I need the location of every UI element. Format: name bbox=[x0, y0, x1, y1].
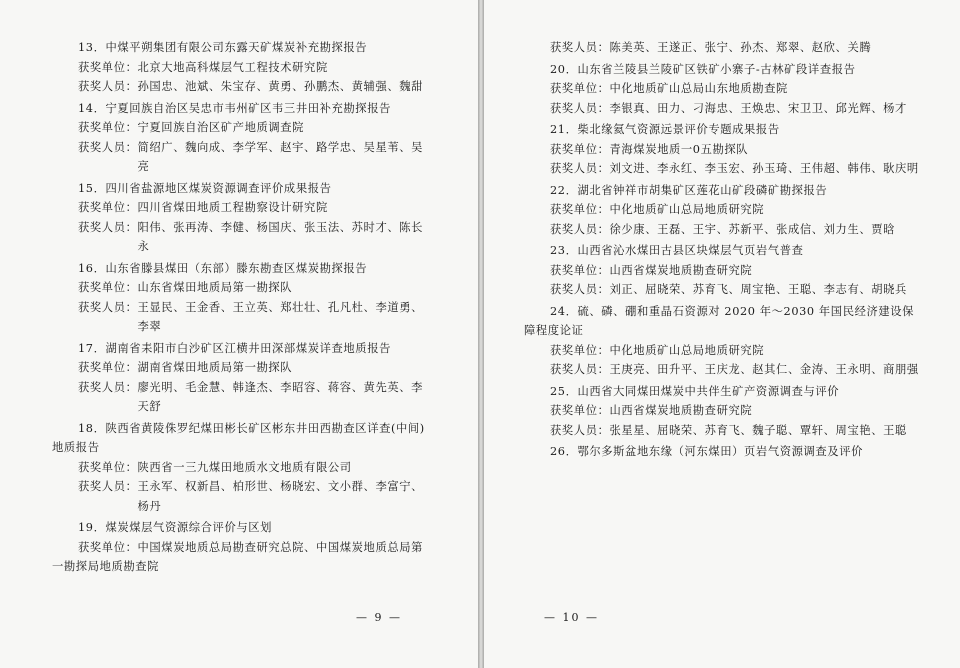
award-entry-19-continued bbox=[524, 38, 920, 58]
entry-title: 21．柴北缘氦气资源远景评价专题成果报告 bbox=[550, 123, 780, 136]
entry-title: 22．湖北省钟祥市胡集矿区莲花山矿段磷矿勘探报告 bbox=[550, 183, 828, 197]
people-label: 获奖人员： bbox=[78, 140, 138, 154]
people-value: 陈美英、王遂正、张宁、孙杰、郑翠、赵欣、关腾 bbox=[609, 41, 872, 54]
people-value: 徐少康、王磊、王宇、苏新平、张成信、刘力生、贾晗 bbox=[609, 222, 896, 236]
award-people-row bbox=[524, 280, 920, 300]
people-label: 获奖人员： bbox=[550, 162, 610, 175]
unit-label: 获奖单位： bbox=[550, 343, 610, 357]
award-people-row bbox=[52, 378, 434, 417]
award-entry-21 bbox=[524, 120, 920, 179]
unit-label: 获奖单位： bbox=[78, 540, 138, 554]
award-unit-row bbox=[524, 79, 920, 99]
unit-value: 北京大地高科煤层气工程技术研究院 bbox=[137, 60, 328, 74]
award-entry-23 bbox=[524, 241, 920, 300]
unit-value: 中化地质矿山总局地质研究院 bbox=[609, 343, 765, 357]
unit-label: 获奖单位： bbox=[78, 460, 138, 474]
award-unit-row bbox=[52, 118, 434, 138]
page-number: — 10 — bbox=[544, 611, 599, 624]
award-people-row bbox=[524, 38, 920, 58]
entry-title: 25．山西省大同煤田煤炭中共伴生矿产资源调查与评价 bbox=[550, 384, 840, 398]
award-entry-16 bbox=[52, 259, 434, 337]
entry-title: 26．鄂尔多斯盆地东缘（河东煤田）页岩气资源调查及评价 bbox=[550, 445, 863, 458]
unit-value: 中国煤炭地质总局勘查研究总院、中国煤炭地质总局第一勘探局地质勘查院 bbox=[52, 540, 424, 573]
award-people-row bbox=[524, 99, 920, 119]
unit-label: 获奖单位： bbox=[78, 60, 138, 74]
unit-value: 湖南省煤田地质局第一勘探队 bbox=[137, 361, 293, 374]
unit-value: 宁夏回族自治区矿产地质调查院 bbox=[137, 121, 305, 134]
entry-title: 20．山东省兰陵县兰陵矿区铁矿小寨子-古林矿段详查报告 bbox=[550, 62, 856, 76]
unit-value: 山西省煤炭地质勘查研究院 bbox=[609, 263, 753, 277]
people-value: 李银真、田力、刁海忠、王焕忠、宋卫卫、邱光辉、杨才 bbox=[609, 101, 907, 115]
entry-title: 16．山东省滕县煤田（东部）滕东勘查区煤炭勘探报告 bbox=[78, 261, 368, 275]
award-people-row bbox=[52, 477, 434, 516]
unit-label: 获奖单位： bbox=[550, 142, 610, 156]
award-unit-row bbox=[524, 140, 920, 160]
entry-title: 23．山西省沁水煤田古县区块煤层气页岩气普查 bbox=[550, 244, 804, 257]
unit-value: 四川省煤田地质工程勘察设计研究院 bbox=[137, 201, 328, 214]
people-value: 王庚亮、田升平、王庆龙、赵其仁、金涛、王永明、商朋强 bbox=[609, 363, 919, 376]
left-page bbox=[0, 0, 478, 668]
entry-title: 14．宁夏回族自治区吴忠市韦州矿区韦三井田补充勘探报告 bbox=[78, 101, 391, 115]
people-value: 刘文进、李永红、李玉宏、孙玉琦、王伟超、韩伟、耿庆明 bbox=[609, 162, 919, 175]
unit-value: 青海煤炭地质一0五勘探队 bbox=[609, 142, 749, 156]
award-entry-18 bbox=[52, 419, 434, 517]
award-entry-19 bbox=[52, 518, 434, 577]
people-value: 张星星、屈晓荣、苏育飞、魏子聪、覃轩、周宝艳、王聪 bbox=[609, 423, 907, 437]
entry-title: 24．硫、磷、硼和重晶石资源对 2020 年～2030 年国民经济建设保障程度论证 bbox=[524, 304, 915, 337]
award-entry-15 bbox=[52, 179, 434, 257]
award-unit-row bbox=[524, 261, 920, 281]
unit-value: 陕西省一三九煤田地质水文地质有限公司 bbox=[137, 460, 352, 474]
entry-title: 17．湖南省耒阳市白沙矿区江横井田深部煤炭详查地质报告 bbox=[78, 341, 391, 355]
people-label: 获奖人员： bbox=[78, 300, 138, 314]
unit-label: 获奖单位： bbox=[550, 404, 610, 417]
people-label: 获奖人员： bbox=[78, 380, 138, 394]
award-people-row bbox=[524, 421, 920, 441]
people-value: 廖光明、毛金慧、韩逢杰、李昭容、蒋容、黄先英、李天舒 bbox=[137, 380, 424, 413]
award-unit-row bbox=[524, 200, 920, 220]
people-label: 获奖人员： bbox=[550, 423, 610, 437]
page-number: — 9 — bbox=[356, 611, 402, 624]
unit-value: 山东省煤田地质局第一勘探队 bbox=[137, 281, 293, 294]
award-unit-row bbox=[52, 198, 434, 218]
award-entry-14 bbox=[52, 99, 434, 177]
entry-title: 19．煤炭煤层气资源综合评价与区划 bbox=[78, 521, 273, 534]
people-label: 获奖人员： bbox=[78, 80, 138, 93]
entry-title: 18．陕西省黄陵侏罗纪煤田彬长矿区彬东井田西勘查区详查(中间)地质报告 bbox=[52, 421, 425, 454]
award-entry-13 bbox=[52, 38, 434, 97]
right-page-content bbox=[524, 38, 920, 464]
award-unit-row bbox=[524, 341, 920, 361]
award-people-row bbox=[524, 360, 920, 380]
award-people-row bbox=[52, 138, 434, 177]
unit-value: 中化地质矿山总局山东地质勘查院 bbox=[609, 82, 788, 95]
award-unit-row bbox=[52, 538, 434, 577]
unit-label: 获奖单位： bbox=[550, 203, 610, 216]
award-people-row bbox=[52, 77, 434, 97]
award-entry-26 bbox=[524, 442, 920, 462]
award-unit-row bbox=[52, 58, 434, 78]
unit-label: 获奖单位： bbox=[78, 281, 138, 294]
unit-value: 中化地质矿山总局地质研究院 bbox=[609, 203, 765, 216]
people-label: 获奖人员： bbox=[550, 222, 610, 236]
entry-title: 15．四川省盐源地区煤炭资源调查评价成果报告 bbox=[78, 181, 332, 195]
award-unit-row bbox=[52, 278, 434, 298]
entry-title: 13．中煤平朔集团有限公司东露天矿煤炭补充勘探报告 bbox=[78, 41, 368, 54]
people-value: 刘正、屈晓荣、苏育飞、周宝艳、王聪、李志有、胡晓兵 bbox=[609, 283, 907, 296]
award-people-row bbox=[52, 218, 434, 257]
people-label: 获奖人员： bbox=[550, 41, 610, 54]
left-page-content bbox=[52, 38, 434, 579]
people-value: 简绍广、魏向成、李学军、赵宇、路学忠、吴星苇、吴亮 bbox=[137, 140, 424, 173]
unit-label: 获奖单位： bbox=[550, 82, 610, 95]
people-value: 王永军、权新昌、柏形世、杨晓宏、文小群、李富宁、杨丹 bbox=[137, 480, 424, 513]
award-people-row bbox=[52, 298, 434, 337]
unit-value: 山西省煤炭地质勘查研究院 bbox=[609, 404, 753, 417]
award-people-row bbox=[524, 220, 920, 240]
award-unit-row bbox=[524, 401, 920, 421]
unit-label: 获奖单位： bbox=[550, 263, 610, 277]
unit-label: 获奖单位： bbox=[78, 361, 138, 374]
award-entry-22 bbox=[524, 181, 920, 240]
award-entry-24 bbox=[524, 302, 920, 380]
people-value: 阳伟、张再涛、李健、杨国庆、张玉法、苏时才、陈长永 bbox=[137, 220, 424, 253]
award-entry-20 bbox=[524, 60, 920, 119]
award-unit-row bbox=[52, 458, 434, 478]
unit-label: 获奖单位： bbox=[78, 201, 138, 214]
right-page bbox=[484, 0, 960, 668]
unit-label: 获奖单位： bbox=[78, 121, 138, 134]
award-entry-17 bbox=[52, 339, 434, 417]
people-label: 获奖人员： bbox=[550, 101, 610, 115]
people-label: 获奖人员： bbox=[550, 283, 610, 296]
people-label: 获奖人员： bbox=[78, 480, 138, 493]
people-label: 获奖人员： bbox=[550, 363, 610, 376]
people-label: 获奖人员： bbox=[78, 220, 138, 234]
people-value: 孙国忠、池斌、朱宝存、黄勇、孙鹏杰、黄辅强、魏甜 bbox=[137, 80, 424, 93]
award-entry-25 bbox=[524, 382, 920, 441]
people-value: 王显民、王金香、王立英、郑壮壮、孔凡杜、李道勇、李翠 bbox=[137, 300, 424, 333]
award-unit-row bbox=[52, 358, 434, 378]
award-people-row bbox=[524, 159, 920, 179]
